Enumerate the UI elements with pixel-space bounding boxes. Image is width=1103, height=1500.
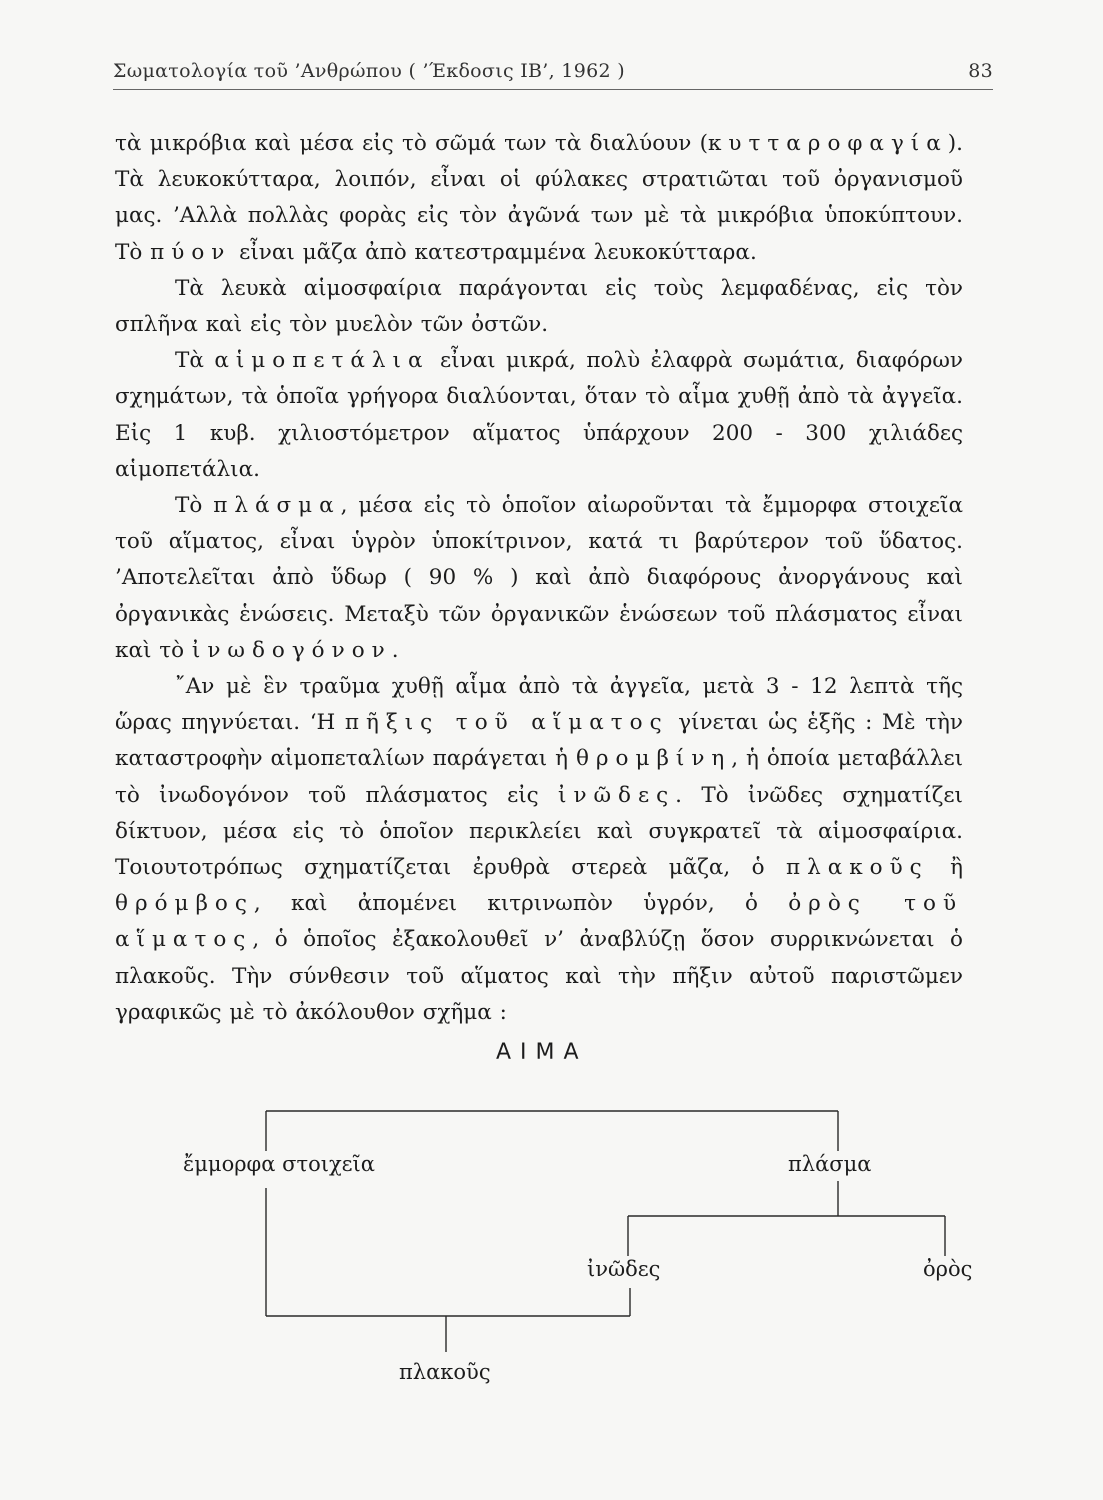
- spaced-term: κυτταροφαγία: [707, 131, 948, 156]
- spaced-term: πύον: [150, 239, 232, 265]
- spaced-term: ἰνωδογόνον: [191, 637, 392, 663]
- spaced-term: πλάσμα: [213, 493, 341, 519]
- page-number: 83: [968, 60, 993, 82]
- text-run: γίνεται ὡς ἑξῆς : Μὲ τὴν καταστροφὴν αἱμοπεταλίων παράγεται ἡ: [115, 710, 963, 772]
- paragraph: [115, 669, 963, 1031]
- text-run: ). Τὰ λευκοκύτταρα, λοιπόν, εἶναι οἱ φύλακες στρατιῶται τοῦ ὀργανισμοῦ μας. ’Αλλὰ πολλὰς φορὰς εἰς τὸν ἀγῶνά των μὲ τὰ μικρόβια ὑποκύπτουν. Τὸ: [115, 131, 963, 265]
- text-run: Τὰ λευκὰ αἱμοσφαίρια παράγονται εἰς τοὺς λεμφαδένας, εἰς τὸν σπλῆνα καὶ εἰς τὸν μυελὸν τῶν ὀστῶν.: [115, 275, 963, 338]
- spaced-term: ἰνῶδες: [558, 782, 676, 808]
- spaced-term: πλακοῦς: [785, 855, 929, 881]
- text-run: Τὸ: [175, 493, 214, 519]
- text-run: εἶναι μᾶζα ἀπὸ κατεστραμμένα λευκοκύτταρα.: [231, 239, 757, 265]
- label-formed-elements: ἔμμορφα στοιχεῖα: [183, 1152, 375, 1176]
- spaced-term: θρομβίνη: [575, 746, 732, 772]
- text-run: ἢ: [928, 855, 963, 881]
- paragraph: [115, 271, 963, 343]
- text-run: .: [391, 637, 399, 663]
- text-run: εἶναι μικρά, πολὺ ἐλαφρὰ σωμάτια, διαφόρων σχημάτων, τὰ ὁποῖα γρήγορα διαλύονται, ὅταν τὸ αἷμα χυθῇ ἀπὸ τὰ ἀγγεῖα. Εἰς 1 κυβ. χιλιοστόμετρον αἵματος ὑπάρχουν 200 - 300 χιλιάδες αἱμοπετάλια.: [115, 348, 963, 482]
- spaced-term: θρόμβος: [115, 891, 254, 917]
- spaced-term: πῆξις τοῦ αἵματος: [344, 710, 669, 736]
- label-clot: πλακοῦς: [399, 1360, 491, 1384]
- running-header: [113, 60, 993, 82]
- text-run: , μέσα εἰς τὸ ὁποῖον αἰωροῦνται τὰ ἔμμορφα στοιχεῖα τοῦ αἵματος, εἶναι ὑγρὸν ὑποκίτρινον, κατά τι βαρύτερον τοῦ ὕδατος. ’Αποτελεῖται ἀπὸ ὕδωρ ( 90 % ) καὶ ἀπὸ διαφόρους ἀνοργάνους καὶ ὀργανικὰς ἑνώσεις. Μεταξὺ τῶν ὀργανικῶν ἑνώσεων τοῦ πλάσματος εἶναι καὶ τὸ: [115, 493, 963, 663]
- paragraph: [115, 126, 963, 271]
- header-title: Σωματολογία τοῦ ’Ανθρώπου ( ’Έκδοσις ΙΒ’, 1962 ): [113, 60, 625, 82]
- text-run: . Τὸ ἰνῶδες σχηματίζει δίκτυον, μέσα εἰς τὸ ὁποῖον περικλείει καὶ συγκρατεῖ τὰ αἱμοσφαίρια. Τοιουτοτρόπως σχηματίζεται ἐρυθρὰ στερεὰ μᾶζα, ὁ: [115, 782, 963, 881]
- paragraph: [115, 488, 963, 669]
- text-run: , ὁ ὁποῖος ἐξακολουθεῖ ν’ ἀναβλύζῃ ὅσον συρρικνώνεται ὁ πλακοῦς. Τὴν σύνθεσιν τοῦ αἵματος καὶ τὴν πῆξιν αὐτοῦ παριστῶμεν γραφικῶς μὲ τὸ ἀκόλουθον σχῆμα :: [115, 927, 963, 1025]
- text-run: Τὰ: [175, 348, 215, 374]
- label-plasma: πλάσμα: [788, 1152, 872, 1176]
- spaced-term: ὀρὸς τοῦ αἵματος: [115, 891, 964, 953]
- text-run: , ἡ ὁποία μεταβάλλει τὸ ἰνωδογόνον τοῦ πλάσματος εἰς: [115, 746, 964, 808]
- text-run: , καὶ ἀπομένει κιτρινωπὸν ὑγρόν, ὁ: [253, 891, 789, 917]
- diagram-title: ΑΙΜΑ: [496, 1040, 588, 1065]
- paragraph: [115, 343, 963, 488]
- label-serum: ὀρὸς: [923, 1257, 973, 1281]
- text-run: ῎Αν μὲ ἓν τραῦμα χυθῇ αἷμα ἀπὸ τὰ ἀγγεῖα, μετὰ 3 - 12 λεπτὰ τῆς ὥρας πηγνύεται. ‘Η: [115, 674, 963, 736]
- text-run: τὰ μικρόβια καὶ μέσα εἰς τὸ σῶμά των τὰ διαλύουν (: [115, 131, 708, 156]
- header-rule: [113, 89, 993, 90]
- label-fibrin: ἰνῶδες: [587, 1257, 661, 1281]
- spaced-term: αἱμοπετάλια: [214, 348, 430, 374]
- body-text: [115, 126, 963, 1031]
